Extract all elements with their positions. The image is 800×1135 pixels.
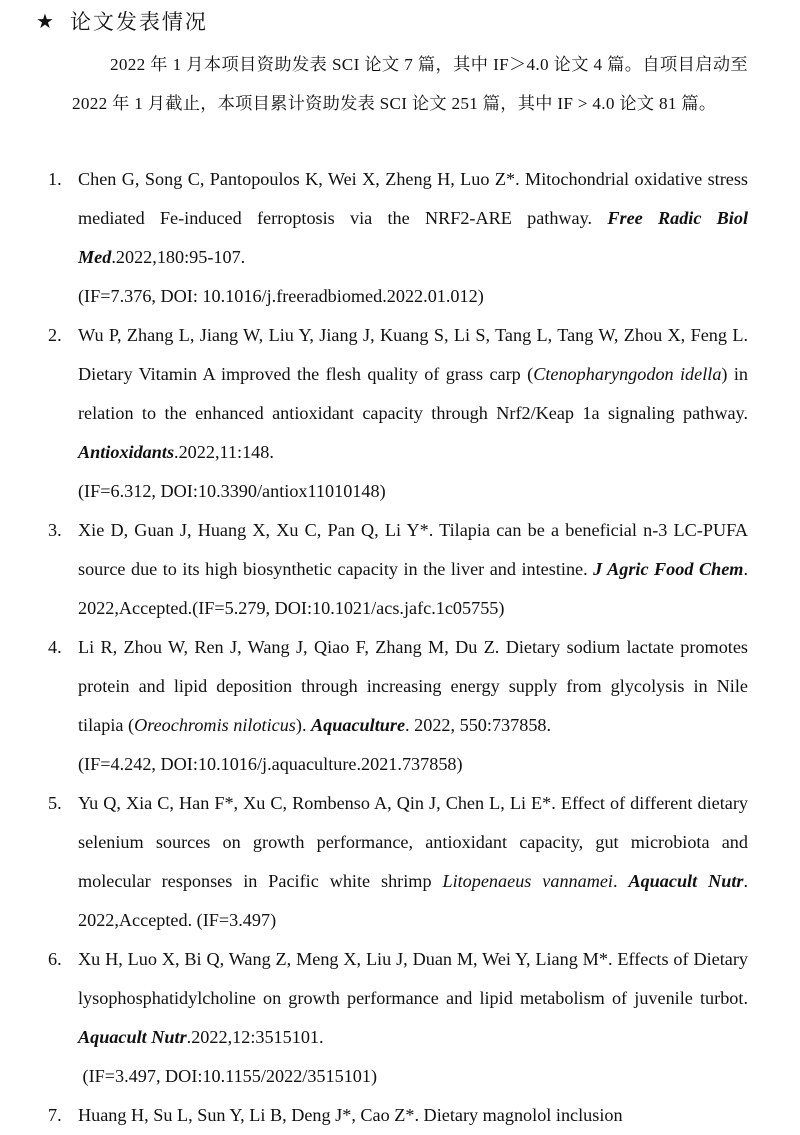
reference-journal: Aquacult Nutr: [78, 1027, 187, 1047]
reference-journal: Aquaculture: [311, 715, 406, 735]
reference-item-4: [0, 628, 800, 784]
reference-item-6: [0, 940, 800, 1096]
reference-title-cont: .: [612, 871, 629, 891]
reference-journal: Free Radic Biol Med: [78, 208, 748, 267]
reference-impact-doi: (IF=6.312, DOI:10.3390/antiox11010148): [78, 481, 386, 501]
reference-number: 4.: [48, 637, 62, 657]
reference-number: 5.: [48, 793, 62, 813]
reference-details: .2022,11:148.: [174, 442, 274, 462]
reference-journal: J Agric Food Chem: [593, 559, 744, 579]
reference-number: 6.: [48, 949, 62, 969]
reference-item-3: [0, 511, 800, 628]
reference-details: .2022,180:95-107.: [111, 247, 246, 267]
reference-item-5: [0, 784, 800, 940]
reference-authors-title: Xie D, Guan J, Huang X, Xu C, Pan Q, Li Y*. Tilapia can be a beneficial n-3 LC-PUFA source due to its high biosynthetic capacity in the liver and intestine.: [78, 520, 748, 579]
reference-authors-title: Xu H, Luo X, Bi Q, Wang Z, Meng X, Liu J, Duan M, Wei Y, Liang M*. Effects of Dietary lysophosphatidylcholine on growth performance and lipid metabolism of juvenile turbot.: [78, 949, 748, 1008]
reference-impact-doi: (IF=7.376, DOI: 10.1016/j.freeradbiomed.2022.01.012): [78, 286, 484, 306]
reference-species: Oreochromis niloticus: [134, 715, 296, 735]
reference-details: . 2022,Accepted.(IF=5.279, DOI:10.1021/acs.jafc.1c05755): [78, 559, 748, 618]
reference-title-cont: ) in relation to the enhanced antioxidant capacity through Nrf2/Keap 1a signaling pathway.: [78, 364, 748, 423]
reference-item-2: [0, 316, 800, 511]
reference-journal: Antioxidants: [78, 442, 175, 462]
reference-journal: Aquacult Nutr: [628, 871, 744, 891]
reference-item-7: [0, 1096, 800, 1135]
reference-species: Ctenopharyngodon idella: [533, 364, 722, 384]
section-heading: [36, 6, 208, 36]
reference-impact-doi: (IF=3.497, DOI:10.1155/2022/3515101): [78, 1066, 378, 1086]
reference-details: . 2022,Accepted. (IF=3.497): [78, 871, 748, 930]
reference-authors-title: Chen G, Song C, Pantopoulos K, Wei X, Zheng H, Luo Z*. Mitochondrial oxidative stress mediated Fe-induced ferroptosis via the NRF2-ARE pathway.: [78, 169, 748, 228]
reference-authors-title: Wu P, Zhang L, Jiang W, Liu Y, Jiang J, Kuang S, Li S, Tang L, Tang W, Zhou X, Feng L. Dietary Vitamin A improved the flesh quality of grass carp (: [78, 325, 748, 384]
star-icon: ★: [36, 9, 56, 33]
reference-number: 3.: [48, 520, 62, 540]
reference-details: .2022,12:3515101.: [186, 1027, 324, 1047]
reference-number: 1.: [48, 169, 62, 189]
reference-impact-doi: (IF=4.242, DOI:10.1016/j.aquaculture.2021.737858): [78, 754, 463, 774]
reference-authors-title: Huang H, Su L, Sun Y, Li B, Deng J*, Cao Z*. Dietary magnolol inclusion: [78, 1105, 623, 1125]
reference-title-cont: ).: [295, 715, 312, 735]
reference-item-1: [0, 160, 800, 316]
reference-species: Litopenaeus vannamei: [442, 871, 613, 891]
reference-authors-title: Li R, Zhou W, Ren J, Wang J, Qiao F, Zhang M, Du Z. Dietary sodium lactate promotes protein and lipid deposition through increasing energy supply from glycolysis in Nile tilapia (: [78, 637, 748, 735]
reference-list: [0, 160, 800, 1135]
reference-number: 2.: [48, 325, 62, 345]
reference-authors-title: Yu Q, Xia C, Han F*, Xu C, Rombenso A, Qin J, Chen L, Li E*. Effect of different dietary selenium sources on growth performance, antioxidant capacity, gut microbiota and molecular responses in Pacific white shrimp: [78, 793, 748, 891]
reference-details: . 2022, 550:737858.: [405, 715, 552, 735]
section-title: 论文发表情况: [69, 10, 208, 34]
intro-paragraph: 2022 年 1 月本项目资助发表 SCI 论文 7 篇，其中 IF＞4.0 论文 4 篇。自项目启动至 2022 年 1 月截止，本项目累计资助发表 SCI 论文 251 篇，其中 IF > 4.0 论文 81 篇。: [72, 55, 748, 113]
reference-number: 7.: [48, 1105, 62, 1125]
